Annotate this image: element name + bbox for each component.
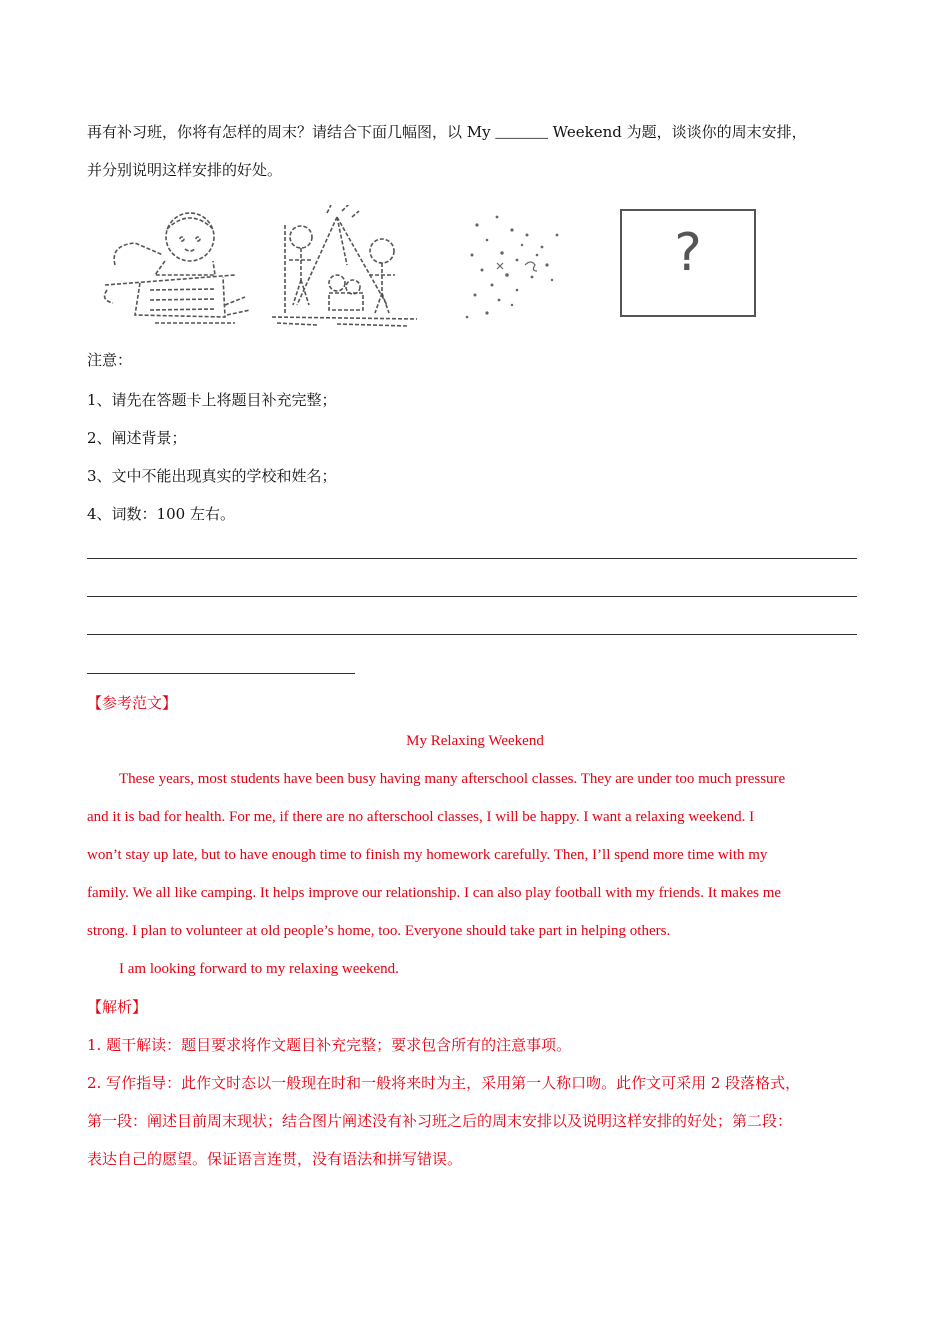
essay-line: won’t stay up late, but to have enough time to finish my homework carefully. Then, I’ll spend more time with my <box>87 847 768 863</box>
writing-line <box>87 673 355 674</box>
prompt-line-1 <box>87 122 807 143</box>
camping-family-picture <box>267 205 427 330</box>
writing-line <box>87 558 857 559</box>
note-item: 3、文中不能出现真实的学校和姓名； <box>87 467 337 485</box>
scattered-dots-picture <box>457 205 577 330</box>
analysis-line: 2. 写作指导：此作文时态以一般现在时和一般将来时为主，采用第一人称口吻。此作文可采用 2 段落格式， <box>87 1074 801 1092</box>
essay-line: strong. I plan to volunteer at old people’s home, too. Everyone should take part in helping others. <box>87 923 671 939</box>
note-item: 4、词数：100 左右。 <box>87 505 235 523</box>
writing-line <box>87 596 857 597</box>
writing-line <box>87 634 857 635</box>
picture-row <box>87 205 767 335</box>
essay-line: I am looking forward to my relaxing weekend. <box>119 961 399 977</box>
analysis-line: 1. 题干解读：题目要求将作文题目补充完整；要求包含所有的注意事项。 <box>87 1036 572 1054</box>
prompt-text-a: 再有补习班，你将有怎样的周末？请结合下面几幅图，以 My <box>87 123 491 141</box>
note-item: 2、阐述背景； <box>87 429 187 447</box>
question-mark: ? <box>674 223 702 283</box>
essay-line: and it is bad for health. For me, if there are no afterschool classes, I will be happy. I want a relaxing weekend. I <box>87 809 755 825</box>
question-box-picture <box>620 209 756 317</box>
studying-child-picture <box>95 205 255 330</box>
note-item: 1、请先在答题卡上将题目补充完整； <box>87 391 337 409</box>
prompt-text-b: Weekend 为题，谈谈你的周末安排， <box>552 123 807 141</box>
analysis-line: 表达自己的愿望。保证语言连贯，没有语法和拼写错误。 <box>87 1150 463 1168</box>
title-blank: _______ <box>495 125 548 141</box>
prompt-line-2: 并分别说明这样安排的好处。 <box>87 161 283 179</box>
sample-title: My Relaxing Weekend <box>406 733 544 749</box>
notes-heading: 注意： <box>87 351 133 369</box>
essay-line: These years, most students have been busy having many afterschool classes. They are under too much pressure <box>119 771 786 787</box>
analysis-label: 【解析】 <box>87 998 148 1016</box>
analysis-line: 第一段：阐述目前周末现状；结合图片阐述没有补习班之后的周末安排以及说明这样安排的好处；第二段： <box>87 1112 793 1130</box>
sample-label: 【参考范文】 <box>87 694 178 712</box>
essay-line: family. We all like camping. It helps improve our relationship. I can also play football with my friends. It makes me <box>87 885 782 901</box>
